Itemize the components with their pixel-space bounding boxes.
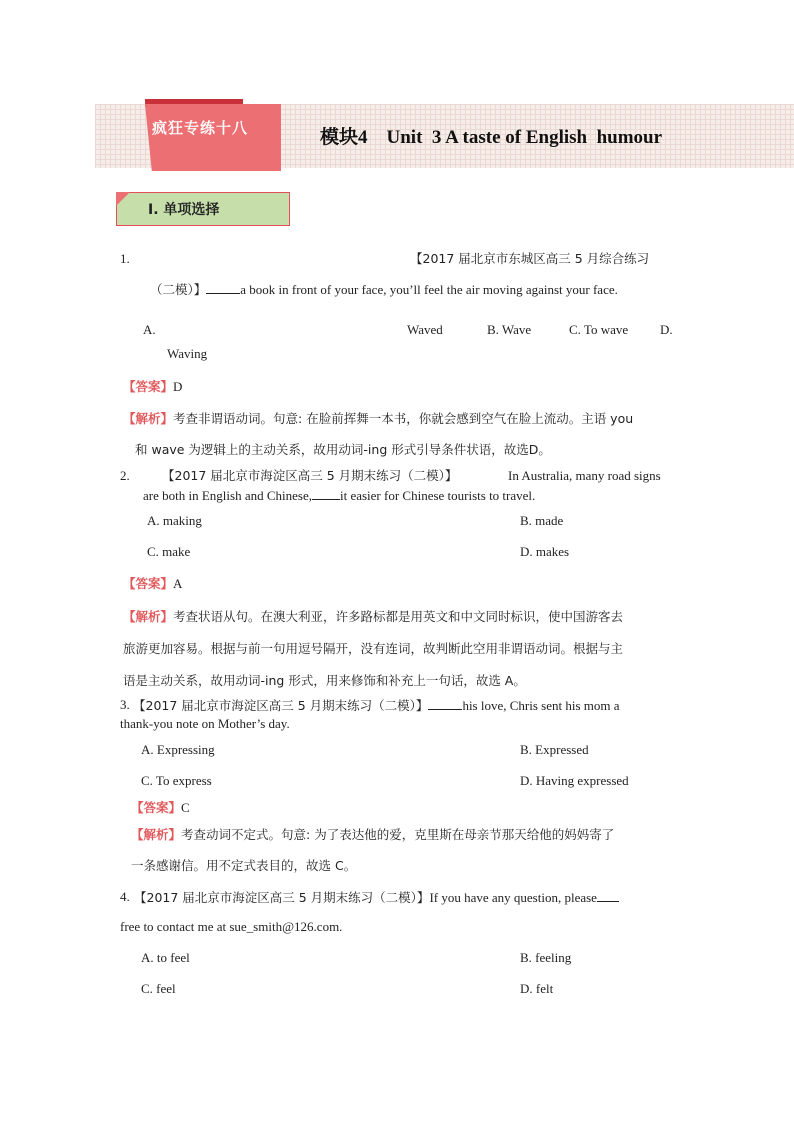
q2-option-a: A. making bbox=[147, 513, 202, 528]
q2-number: 2. bbox=[120, 468, 130, 483]
q1-option-c: C. To wave bbox=[569, 322, 629, 337]
q1-analysis-line1 bbox=[123, 411, 633, 427]
q1-source: 【2017 届北京市东城区高三 5 月综合练习 bbox=[410, 251, 650, 266]
q3-stem-1 bbox=[133, 697, 620, 714]
q3-analysis-1: 考查动词不定式。句意: 为了表达他的爱，克里斯在母亲节那天给他的妈妈寄了 bbox=[181, 827, 615, 842]
q1-source-cont: （二模）】 bbox=[150, 282, 207, 297]
header-tab-label: 疯狂专练十八 bbox=[152, 119, 249, 137]
q3-answer-line bbox=[131, 800, 190, 816]
q1-analysis-2: 和 wave 为逻辑上的主动关系，故用动词-ing 形式引导条件状语，故选D。 bbox=[135, 442, 551, 457]
q3-blank bbox=[428, 697, 462, 710]
q1-number: 1. bbox=[120, 251, 130, 266]
q3-option-b: B. Expressed bbox=[520, 742, 589, 757]
q1-option-d: Waving bbox=[167, 346, 208, 361]
q1-stem bbox=[150, 281, 618, 298]
module-title: 模块4 Unit 3 A taste of English humour bbox=[320, 127, 663, 148]
q2-analysis-3: 语是主动关系，故用动词-ing 形式，用来修饰和补充上一句话，故选 A。 bbox=[123, 673, 526, 688]
q4-option-a: A. to feel bbox=[141, 950, 190, 965]
q1-answer: D bbox=[173, 379, 183, 394]
q3-analysis-line1 bbox=[131, 827, 614, 843]
q2-analysis-2: 旅游更加容易。根据与前一句用逗号隔开，没有连词，故判断此空用非谓语动词。根据与主 bbox=[123, 641, 624, 656]
q2-source: 【2017 届北京市海淀区高三 5 月期末练习（二模）】 bbox=[162, 468, 458, 483]
q2-option-c: C. make bbox=[147, 544, 191, 559]
q1-analysis-label: 【解析】 bbox=[123, 411, 174, 426]
q3-option-a: A. Expressing bbox=[141, 742, 215, 757]
q4-stem-1-text: If you have any question, please bbox=[429, 890, 597, 905]
q2-answer-label: 【答案】 bbox=[123, 576, 174, 591]
q4-stem-2: free to contact me at sue_smith@126.com. bbox=[120, 919, 343, 934]
q1-stem-text: a book in front of your face, you’ll feel the air moving against your face. bbox=[240, 282, 618, 297]
q3-analysis-label: 【解析】 bbox=[131, 827, 182, 842]
q4-option-d: D. felt bbox=[520, 981, 554, 996]
q2-stem-2 bbox=[143, 487, 535, 504]
q4-option-c: C. feel bbox=[141, 981, 176, 996]
q3-stem-2: thank-you note on Mother’s day. bbox=[120, 716, 290, 731]
q2-blank bbox=[312, 487, 340, 500]
q4-option-b: B. feeling bbox=[520, 950, 572, 965]
q2-stem-2a: are both in English and Chinese, bbox=[143, 488, 312, 503]
q1-analysis-1: 考查非谓语动词。句意: 在脸前挥舞一本书，你就会感到空气在脸上流动。主语 you bbox=[173, 411, 634, 426]
q1-option-a-letter: A. bbox=[143, 322, 156, 337]
q2-option-b: B. made bbox=[520, 513, 564, 528]
q4-number: 4. bbox=[120, 889, 130, 904]
q2-analysis-line1 bbox=[123, 609, 623, 625]
q4-blank bbox=[597, 889, 619, 902]
q4-stem-1 bbox=[134, 889, 619, 906]
q3-number: 3. bbox=[120, 697, 130, 712]
q3-answer: C bbox=[181, 800, 190, 815]
q1-option-b: B. Wave bbox=[487, 322, 532, 337]
q2-option-d: D. makes bbox=[520, 544, 570, 559]
q1-option-d-letter: D. bbox=[660, 322, 673, 337]
q2-stem-2b: it easier for Chinese tourists to travel. bbox=[339, 488, 536, 503]
q1-option-a: Waved bbox=[407, 322, 443, 337]
q2-analysis-label: 【解析】 bbox=[123, 609, 174, 624]
q3-analysis-2: 一条感谢信。用不定式表目的，故选 C。 bbox=[131, 858, 357, 873]
q3-answer-label: 【答案】 bbox=[131, 800, 182, 815]
q1-answer-line bbox=[123, 379, 182, 395]
q2-answer: A bbox=[173, 576, 183, 591]
q2-stem-1: In Australia, many road signs bbox=[508, 468, 661, 483]
q4-source: 【2017 届北京市海淀区高三 5 月期末练习（二模）】 bbox=[134, 890, 430, 905]
q3-option-c: C. To express bbox=[141, 773, 212, 788]
section-title: Ⅰ. 单项选择 bbox=[148, 202, 220, 218]
q2-analysis-1: 考查状语从句。在澳大利亚，许多路标都是用英文和中文同时标识，使中国游客去 bbox=[173, 609, 624, 624]
q1-blank bbox=[206, 281, 240, 294]
q3-option-d: D. Having expressed bbox=[520, 773, 629, 788]
q2-answer-line bbox=[123, 576, 182, 592]
q3-stem-1-text: his love, Chris sent his mom a bbox=[462, 698, 620, 713]
q1-answer-label: 【答案】 bbox=[123, 379, 174, 394]
q3-source: 【2017 届北京市海淀区高三 5 月期末练习（二模）】 bbox=[133, 698, 429, 713]
